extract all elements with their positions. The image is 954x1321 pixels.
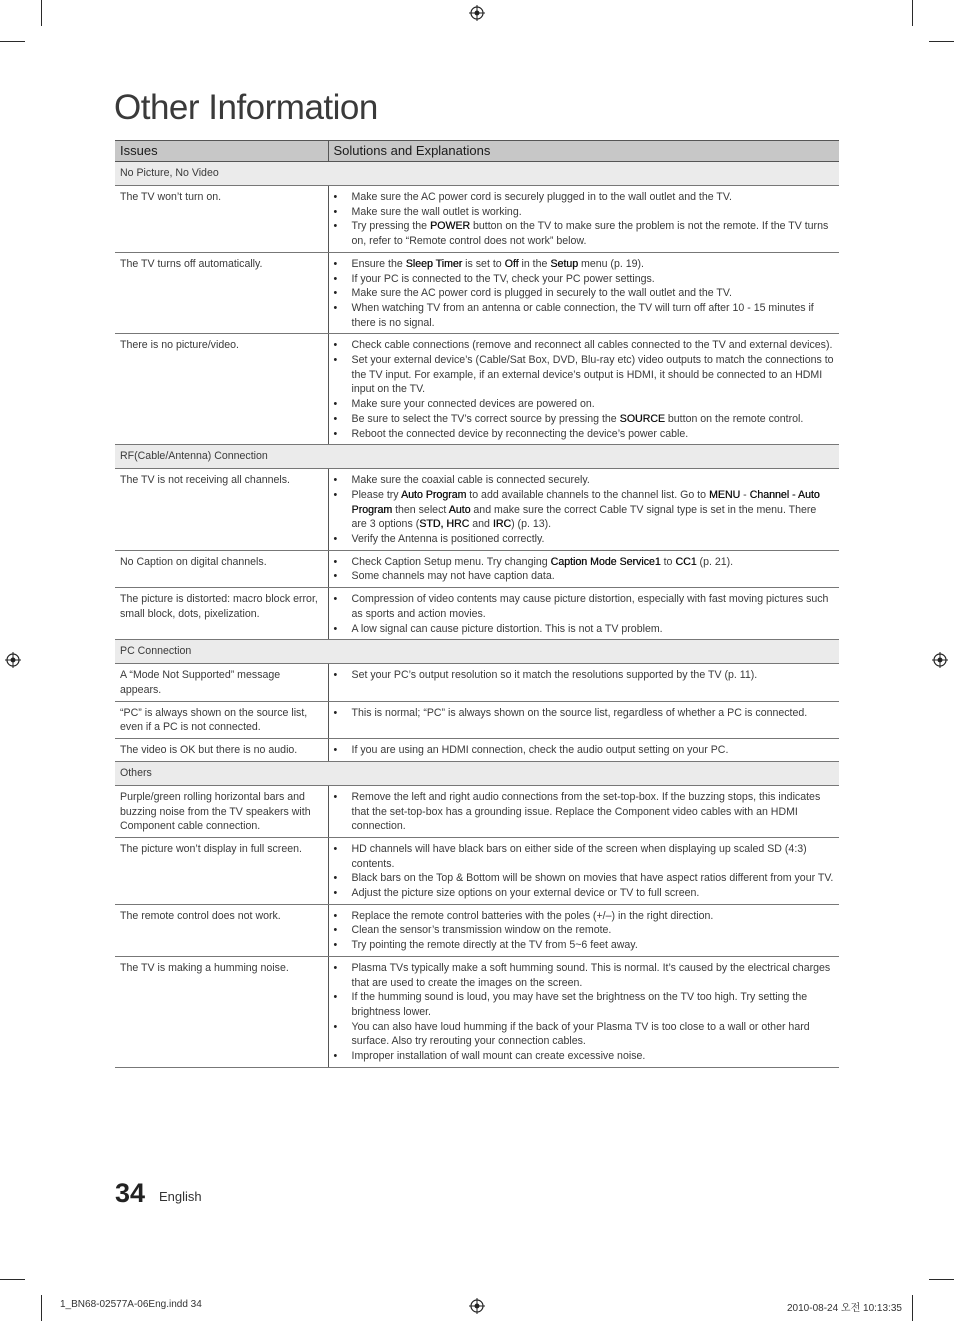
solution-item xyxy=(334,190,835,205)
solution-item xyxy=(334,743,835,758)
solution-item xyxy=(334,286,835,301)
table-row xyxy=(115,904,839,956)
menu-term: Off xyxy=(504,257,519,270)
solution-cell xyxy=(328,837,839,904)
solution-text: You can also have loud humming if the back of your Plasma TV is too close to a wall or other hard surface. Also try rerouting your connection cables. xyxy=(351,1020,810,1048)
solution-cell xyxy=(328,588,839,640)
issue-cell: The picture is distorted: macro block error, small block, dots, pixelization. xyxy=(115,588,328,640)
solution-text: Check cable connections (remove and reconnect all cables connected to the TV and external devices). xyxy=(351,339,833,352)
issue-cell: “PC” is always shown on the source list, even if a PC is not connected. xyxy=(115,701,328,738)
page-number: 34 xyxy=(115,1178,146,1208)
section-heading: Others xyxy=(115,761,839,785)
solution-text: Remove the left and right audio connections from the set-top-box. If the buzzing stops, this indicates that the set-top-box has a grounding issue. Replace the Component video cables with an HDMI connection. xyxy=(351,790,821,833)
solution-text: to xyxy=(660,555,676,568)
crop-mark-icon xyxy=(912,1295,913,1321)
registration-mark-icon xyxy=(932,652,948,668)
table-row xyxy=(115,334,839,445)
crop-mark-icon xyxy=(41,0,42,26)
menu-term: Auto xyxy=(448,503,471,516)
column-header-solutions: Solutions and Explanations xyxy=(328,141,839,162)
issue-cell: The remote control does not work. xyxy=(115,904,328,956)
solution-text: then select xyxy=(392,503,449,516)
solution-item xyxy=(334,257,835,272)
solution-text: and make sure the correct Cable TV signal type is set in the menu. There are 3 options ( xyxy=(351,503,817,531)
solution-text: Set your external device’s (Cable/Sat Box, DVD, Blu-ray etc) video outputs to match the connections to the TV input. For example, if an external device’s output is HDMI, it should be connected to an HDMI input on the TV. xyxy=(351,354,834,396)
solution-list xyxy=(334,257,835,331)
issue-cell: There is no picture/video. xyxy=(115,334,328,445)
issue-cell: The TV won’t turn on. xyxy=(115,186,328,253)
solution-cell xyxy=(328,785,839,837)
solution-list xyxy=(334,338,835,441)
issue-cell: No Caption on digital channels. xyxy=(115,550,328,587)
section-heading: No Picture, No Video xyxy=(115,162,839,186)
solution-item xyxy=(334,622,835,637)
solution-cell xyxy=(328,956,839,1067)
solution-text: A low signal can cause picture distortion. This is not a TV problem. xyxy=(351,622,663,635)
solution-text: Be sure to select the TV’s correct source by pressing the xyxy=(351,412,620,425)
solution-text: Black bars on the Top & Bottom will be shown on movies that have aspect ratios different from your TV. xyxy=(351,872,834,885)
page-title: Other Information xyxy=(114,88,378,127)
section-row xyxy=(115,761,839,785)
crop-mark-icon xyxy=(929,1279,954,1280)
issue-cell: Purple/green rolling horizontal bars and buzzing noise from the TV speakers with Component cable connection. xyxy=(115,785,328,837)
solution-list xyxy=(334,743,835,758)
solution-item xyxy=(334,532,835,547)
solution-cell xyxy=(328,550,839,587)
solution-text: If your PC is connected to the TV, check your PC power settings. xyxy=(351,272,655,285)
solution-text: Make sure the coaxial cable is connected securely. xyxy=(351,474,590,487)
solution-item xyxy=(334,886,835,901)
solution-item xyxy=(334,219,835,248)
page-language: English xyxy=(159,1189,202,1204)
solution-item xyxy=(334,569,835,584)
solution-list xyxy=(334,668,835,683)
solution-item xyxy=(334,668,835,683)
solution-item xyxy=(334,592,835,621)
solution-cell xyxy=(328,664,839,701)
issue-cell: The TV is not receiving all channels. xyxy=(115,469,328,551)
section-row xyxy=(115,640,839,664)
issue-cell: The video is OK but there is no audio. xyxy=(115,739,328,762)
solution-item xyxy=(334,427,835,442)
solution-text: Replace the remote control batteries with the poles (+/–) in the right direction. xyxy=(351,909,714,922)
solution-item xyxy=(334,961,835,990)
table-row xyxy=(115,252,839,334)
menu-term: Channel - Auto Program xyxy=(351,488,820,516)
solution-text: Reboot the connected device by reconnecting the device’s power cable. xyxy=(351,427,689,440)
solution-list xyxy=(334,706,835,721)
solution-item xyxy=(334,301,835,330)
crop-mark-icon xyxy=(912,0,913,26)
crop-mark-icon xyxy=(41,1295,42,1321)
crop-mark-icon xyxy=(0,41,25,42)
table-row xyxy=(115,739,839,762)
solution-cell xyxy=(328,252,839,334)
issue-cell: A “Mode Not Supported” message appears. xyxy=(115,664,328,701)
solution-text: Clean the sensor’s transmission window on the remote. xyxy=(351,924,612,937)
solution-text: Make sure the AC power cord is plugged in securely to the wall outlet and the TV. xyxy=(351,287,732,300)
solution-item xyxy=(334,842,835,871)
issue-cell: The picture won’t display in full screen. xyxy=(115,837,328,904)
column-header-issues: Issues xyxy=(115,141,328,162)
solution-cell xyxy=(328,739,839,762)
solution-list xyxy=(334,473,835,547)
table-row xyxy=(115,186,839,253)
solution-item xyxy=(334,555,835,570)
solution-item xyxy=(334,338,835,353)
solution-item xyxy=(334,871,835,886)
menu-term: CC1 xyxy=(675,555,697,568)
section-row xyxy=(115,162,839,186)
solution-text: Improper installation of wall mount can create excessive noise. xyxy=(351,1050,646,1063)
menu-term: Sleep Timer xyxy=(405,257,463,270)
solution-text: Check Caption Setup menu. Try changing xyxy=(351,555,551,568)
solution-text: is set to xyxy=(462,257,505,270)
solution-text: (p. 21). xyxy=(696,555,734,568)
issue-cell: The TV turns off automatically. xyxy=(115,252,328,334)
menu-term: Setup xyxy=(550,257,579,270)
solution-text: Make sure your connected devices are powered on. xyxy=(351,398,595,411)
solution-item xyxy=(334,790,835,834)
solution-text: Please try xyxy=(351,488,401,501)
table-row xyxy=(115,956,839,1067)
solution-cell xyxy=(328,334,839,445)
table-row xyxy=(115,785,839,837)
menu-term: Auto Program xyxy=(400,488,467,501)
solution-cell xyxy=(328,469,839,551)
footer-file-name: 1_BN68-02577A-06Eng.indd 34 xyxy=(60,1299,202,1310)
solution-text: HD channels will have black bars on either side of the screen when displaying up scaled SD (4:3) contents. xyxy=(351,842,807,870)
solution-item xyxy=(334,923,835,938)
solution-item xyxy=(334,990,835,1019)
solution-item xyxy=(334,1020,835,1049)
solution-item xyxy=(334,272,835,287)
issue-cell: The TV is making a humming noise. xyxy=(115,956,328,1067)
solution-text: Make sure the AC power cord is securely plugged in to the wall outlet and the TV. xyxy=(351,191,732,203)
solution-text: Try pointing the remote directly at the TV from 5~6 feet away. xyxy=(351,939,638,952)
solution-item xyxy=(334,706,835,721)
solution-item xyxy=(334,353,835,397)
solution-text: If you are using an HDMI connection, check the audio output setting on your PC. xyxy=(351,744,729,757)
solution-text: Adjust the picture size options on your external device or TV to full screen. xyxy=(351,887,700,900)
crop-mark-icon xyxy=(0,1279,25,1280)
registration-mark-icon xyxy=(469,5,485,21)
solution-cell xyxy=(328,186,839,253)
solution-item xyxy=(334,397,835,412)
solution-list xyxy=(334,555,835,584)
table-row xyxy=(115,701,839,738)
menu-term: Caption Mode Service1 xyxy=(550,555,661,568)
table-row xyxy=(115,664,839,701)
menu-term: SOURCE xyxy=(619,412,665,425)
crop-mark-icon xyxy=(929,41,954,42)
solution-item xyxy=(334,909,835,924)
table-body xyxy=(115,162,839,1068)
solution-text: When watching TV from an antenna or cable connection, the TV will turn off after 10 - 15 minutes if there is no signal. xyxy=(351,301,814,329)
solution-list xyxy=(334,842,835,901)
solution-text: Try pressing the xyxy=(351,220,431,233)
solution-text: Set your PC’s output resolution so it match the resolutions supported by the TV (p. 11). xyxy=(351,669,758,682)
table-header-row xyxy=(115,141,839,162)
solution-cell xyxy=(328,904,839,956)
menu-term: POWER xyxy=(430,220,471,233)
registration-mark-icon xyxy=(469,1298,485,1314)
table-row xyxy=(115,837,839,904)
solution-cell xyxy=(328,701,839,738)
troubleshooting-table xyxy=(115,140,839,1068)
solution-text: button on the remote control. xyxy=(664,412,804,425)
solution-item xyxy=(334,473,835,488)
solution-text: Compression of video contents may cause picture distortion, especially with fast moving pictures such as sports and action movies. xyxy=(351,593,829,620)
section-heading: PC Connection xyxy=(115,640,839,664)
solution-text: - xyxy=(740,488,750,501)
solution-list xyxy=(334,909,835,953)
menu-term: MENU xyxy=(708,488,741,501)
table-row xyxy=(115,550,839,587)
solution-list xyxy=(334,961,835,1064)
solution-text: This is normal; “PC” is always shown on the source list, regardless of whether a PC is connected. xyxy=(351,706,808,719)
solution-text: in the xyxy=(518,257,551,270)
solution-list xyxy=(334,790,835,834)
footer-timestamp: 2010-08-24 오전 10:13:35 xyxy=(787,1303,902,1314)
solution-item xyxy=(334,1049,835,1064)
table-row xyxy=(115,469,839,551)
solution-text: ) (p. 13). xyxy=(511,518,552,531)
registration-mark-icon xyxy=(5,652,21,668)
solution-item xyxy=(334,488,835,532)
section-row xyxy=(115,445,839,469)
solution-text: button on the TV to make sure the problem is not the remote. If the TV turns on, refer to “Remote control does not work” below. xyxy=(351,220,829,248)
solution-text: If the humming sound is loud, you may have set the brightness on the TV too high. Try setting the brightness lower. xyxy=(351,991,808,1018)
solution-list xyxy=(334,592,835,636)
solution-text: Ensure the xyxy=(351,257,406,270)
solution-item xyxy=(334,205,835,220)
solution-item xyxy=(334,938,835,953)
menu-term: STD, HRC xyxy=(419,518,470,531)
solution-item xyxy=(334,412,835,427)
solution-text: Plasma TVs typically make a soft humming sound. This is normal. It’s caused by the electrical charges that are used to create the images on the screen. xyxy=(351,961,831,989)
section-heading: RF(Cable/Antenna) Connection xyxy=(115,445,839,469)
solution-text: menu (p. 19). xyxy=(578,257,644,270)
solution-text: Make sure the wall outlet is working. xyxy=(351,205,522,218)
solution-text: and xyxy=(469,518,493,531)
solution-text: Verify the Antenna is positioned correctly. xyxy=(351,533,545,546)
solution-text: Some channels may not have caption data. xyxy=(351,570,555,583)
menu-term: IRC xyxy=(492,518,512,531)
solution-list xyxy=(334,190,835,249)
solution-text: to add available channels to the channel list. Go to xyxy=(466,488,709,501)
table-row xyxy=(115,588,839,640)
